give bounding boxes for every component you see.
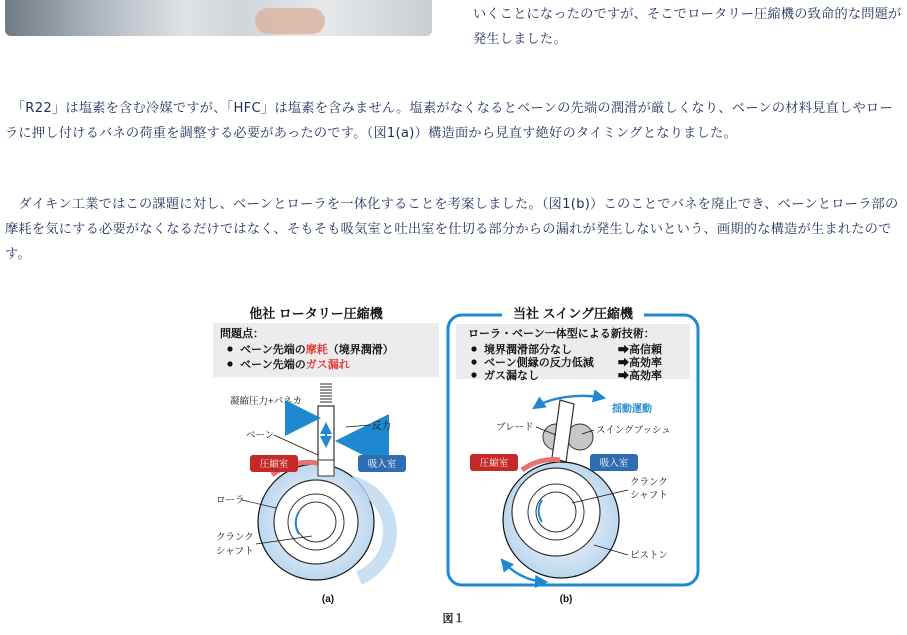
tech-row-2: ベーン側縁の反力低減 (484, 357, 594, 369)
label-crank-b-2: シャフト (630, 490, 668, 501)
label-swing-motion: 揺動運動 (612, 404, 652, 415)
label-vane: ベーン (246, 430, 275, 441)
tech-heading: ローラ・ベーン一体型による新技術： (468, 328, 655, 340)
label-blade: ブレード (496, 422, 534, 433)
label-crank-b-1: クランク (630, 477, 668, 488)
figure-1 (206, 300, 704, 630)
panel-a-title: 他社 ロータリー圧縮機 (249, 306, 383, 321)
label-bush: スイングブッシュ (596, 425, 671, 436)
issue-2: ベーン先端のガス漏れ (240, 359, 350, 371)
label-piston: ピストン (630, 550, 669, 561)
panel-b-title: 当社 スイング圧縮機 (512, 306, 634, 321)
label-roller: ローラ (216, 495, 245, 506)
intro-text: いくことになったのですが、そこでロータリー圧縮機の致命的な問題が発生しました。 (473, 7, 902, 47)
panel-a (213, 306, 439, 605)
header-photo (5, 0, 432, 36)
issue-heading: 問題点： (220, 328, 264, 340)
tech-row-3: ガス漏なし (484, 370, 539, 382)
label-compression: 圧縮室 (259, 459, 289, 470)
sublabel-b: (b) (559, 594, 573, 605)
paragraph-2: ダイキン工業ではこの課題に対し、ベーンとローラを一体化することを考案しました。（図1(b)）このことでバネを廃止でき、ベーンとローラ部の摩耗を気にする必要がなくなるだけではなく、そもそも吸気室と吐出室を仕切る部分からの漏れが発生しないという、画期的な構造が生まれたのです。 (5, 197, 899, 262)
sublabel-a: (a) (321, 594, 335, 605)
figure-caption: 図１ (442, 612, 465, 625)
label-crank-1: クランク (216, 532, 254, 543)
label-crank-2: シャフト (216, 546, 254, 557)
label-spring: 凝縮圧力+バネカ (230, 396, 303, 407)
panel-b (448, 305, 698, 605)
label-compression-b: 圧縮室 (479, 458, 509, 469)
tech-row-3-result: ➡高効率 (618, 370, 662, 382)
issue-1: ベーン先端の摩耗（境界潤滑） (240, 344, 394, 356)
label-suction-b: 吸入室 (599, 458, 629, 469)
label-reaction: 反力 (372, 421, 392, 432)
tech-row-2-result: ➡高効率 (618, 357, 662, 369)
spring-icon (320, 384, 332, 402)
paragraph-1: 「R22」は塩素を含む冷媒ですが、「HFC」は塩素を含みません。塩素がなくなるとベーンの先端の潤滑が厳しくなり、ベーンの材料見直しやローラに押し付けるバネの荷重を調整する必要があったのです。（図1(a)）構造面から見直す絶好のタイミングとなりました。 (5, 101, 893, 141)
tech-row-1-result: ➡高信頼 (618, 344, 662, 356)
tech-row-1: 境界潤滑部分なし (484, 344, 572, 356)
photo-hand (255, 8, 325, 34)
label-suction: 吸入室 (367, 459, 397, 470)
